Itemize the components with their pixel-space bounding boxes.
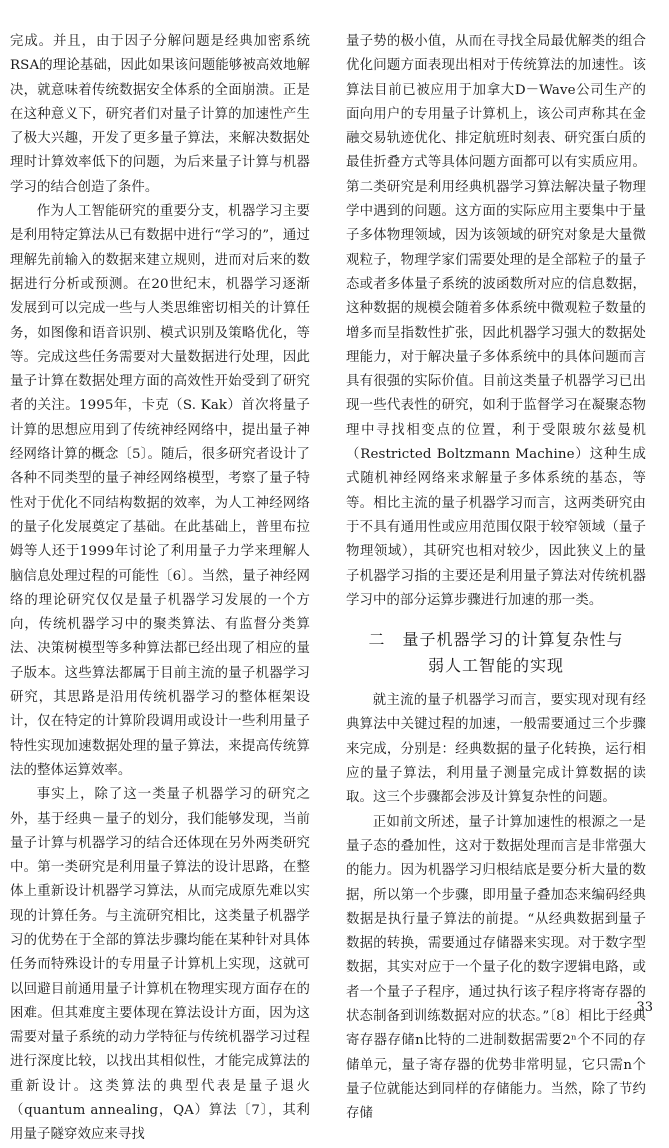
paragraph-right-1: 量子势的极小值，从而在寻找全局最优解类的组合优化问题方面表现出相对于传统算法的加速性。该算法目前已被应用于加拿大D－Wave公司生产的面向用户的专用量子计算机上，该公司声称其在金融交易轨迹优化、排定航班时刻表、研究蛋白质的最佳折叠方式等具体问题方面都可以有实质应用。第二类研究是利用经典机器学习算法解决量子物理学中遇到的问题。这方面的实际应用主要集中于量子多体物理领域，因为该领域的研究对象是大量微观粒子，物理学家们需要处理的是全部粒子的量子态或者多体量子系统的波函数所对应的信息数据，这种数据的规模会随着多体系统中微观粒子数量的增多而呈指数性扩张，因此机器学习强大的数据处理能力，对于解决量子多体系统中的具体问题而言具有很强的实际价值。目前这类量子机器学习已出现一些代表性的研究，如利于监督学习在凝聚态物理中寻找相变点的位置，利于受限玻尔兹曼机（Restricted Boltzmann Machine）这种生成式随机神经网络来求解量子多体系统的基态，等等。相比主流的量子机器学习而言，这两类研究由于不具有通用性或应用范围仅限于较窄领域（量子物理领域），其研究也相对较少，因此狭义上的量子机器学习指的主要还是利用量子算法对传统机器学习中的部分运算步骤进行加速的那一类。	[346, 34, 646, 608]
paragraph-left-2: 作为人工智能研究的重要分支，机器学习主要是利用特定算法从已有数据中进行“学习的”，通过理解先前输入的数据来建立规则，进而对后来的数据进行分析或预测。在20世纪末，机器学习逐渐发展到可以完成一些与人类思维密切相关的计算任务，如图像和语音识别、模式识别及策略优化，等等。完成这些任务需要对大量数据进行处理，因此量子计算在数据处理方面的高效性开始受到了研究者的关注。1995年，卡克（S. Kak）首次将量子计算的思想应用到了传统神经网络中，提出量子神经网络计算的概念〔5〕。随后，很多研究者设计了各种不同类型的量子神经网络模型，考察了量子特性对于优化不同结构数据的效率，为人工神经网络的量子化发展奠定了基础。在此基础上，普里布拉姆等人还于1999年讨论了利用量子力学来理解人脑信息处理过程的可能性〔6〕。当然，量子神经网络的理论研究仅仅是量子机器学习发展的一个方向，传统机器学习中的聚类算法、有监督分类算法、决策树模型等多种算法都已经出现了相应的量子版本。这些算法都属于目前主流的量子机器学习研究，其思路是沿用传统机器学习的整体框架设计，仅在特定的计算阶段调用或设计一些利用量子特性实现加速数据处理的量子算法，来提高传统算法的整体运算效率。	[10, 204, 310, 778]
paragraph-left-3: 事实上，除了这一类量子机器学习的研究之外，基于经典－量子的划分，我们能够发现，当前量子计算与机器学习的结合还体现在另外两类研究中。第一类研究是利用量子算法的设计思路，在整体上重新设计机器学习算法，从而完成原先难以实现的计算任务。与主流研究相比，这类量子机器学习的优势在于全部的算法步骤均能在某种针对具体任务而特殊设计的专用量子计算机上实现，这就可以回避目前通用量子计算机在物理实现方面存在的困难。但其难度主要体现在算法设计方面，因为这需要对量子系统的动力学特征与传统机器学习过程进行深度比较，以找出其相似性，才能完成算法的重新设计。这类算法的典型代表是量子退火（quantum annealing，QA）算法〔7〕，其利用量子隧穿效应来寻找	[10, 787, 310, 1143]
section-heading-line-1: 二 量子机器学习的计算复杂性与	[368, 630, 624, 650]
left-column	[10, 30, 310, 1148]
section-heading-line-2: 弱人工智能的实现	[427, 656, 564, 676]
page-number: 33	[636, 1000, 653, 1015]
paragraph-left-1: 完成。并且，由于因子分解问题是经典加密系统RSA的理论基础，因此如果该问题能够被高效地解决，就意味着传统数据安全体系的全面崩溃。正是在这种意义下，研究者们对量子计算的加速性产生了极大兴趣，开发了更多量子算法，来解决数据处理时计算效率低下的问题，为后来量子计算与机器学习的结合创造了条件。	[10, 34, 310, 195]
section-heading	[346, 627, 646, 679]
paragraph-right-2: 就主流的量子机器学习而言，要实现对现有经典算法中关键过程的加速，一般需要通过三个步骤来完成，分别是：经典数据的量子化转换，运行相应的量子算法，利用量子测量完成计算数据的读取。这三个步骤都会涉及计算复杂性的问题。	[346, 693, 646, 806]
right-column	[346, 30, 646, 1126]
paragraph-right-3: 正如前文所述，量子计算加速性的根源之一是量子态的叠加性，这对于数据处理而言是非常强大的能力。因为机器学习归根结底是要分析大量的数据，所以第一个步骤，即用量子叠加态来编码经典数据是执行量子算法的前提。“从经典数据到量子数据的转换，需要通过存储器来实现。对于数字型数据，其实对应于一个量子化的数字逻辑电路，或者一个量子子程序，通过执行该子程序将寄存器的状态制备到训练数据对应的状态。”〔8〕相比于经典寄存器存储n比特的二进制数据需要2ⁿ个不同的存储单元，量子寄存器的优势非常明显，它只需n个量子位就能达到同样的存储能力。当然，除了节约存储	[346, 814, 646, 1122]
